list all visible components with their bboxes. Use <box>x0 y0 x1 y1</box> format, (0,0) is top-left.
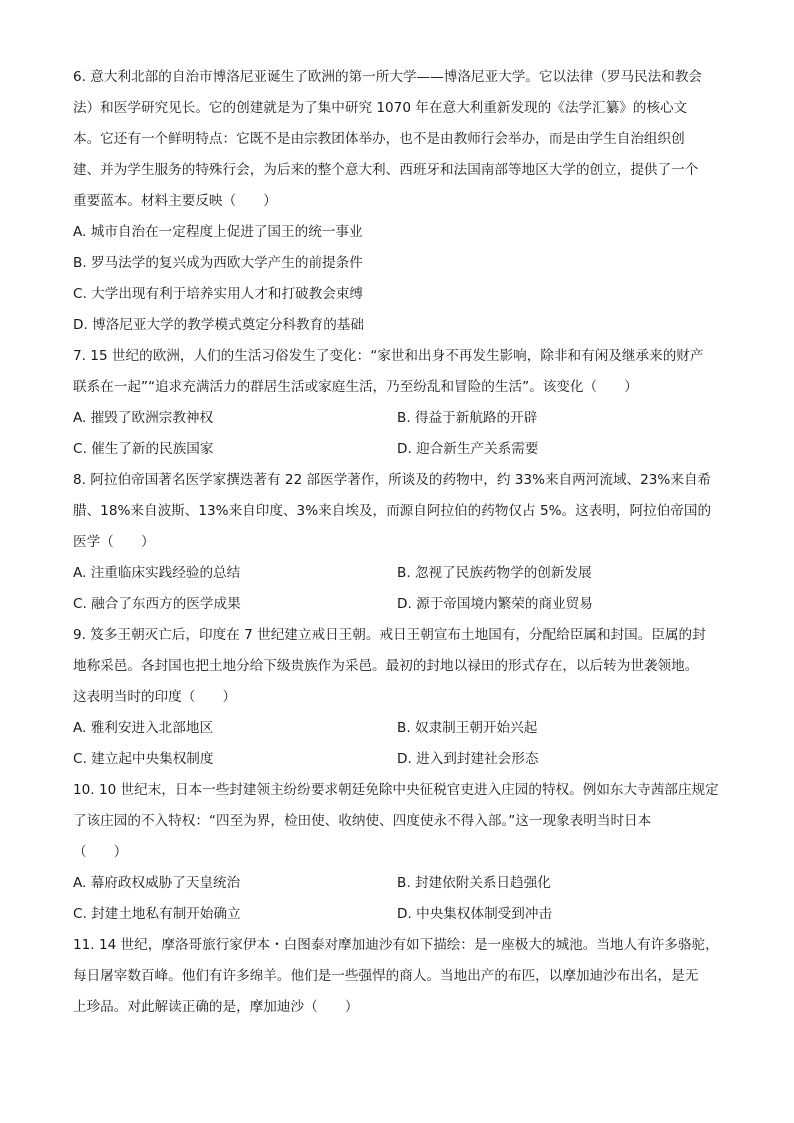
question-9-stem-line-2: 地称采邑。各封国也把土地分给下级贵族作为采邑。最初的封地以禄田的形式存在，以后转为世袭领地。 <box>73 658 699 674</box>
question-11-stem-line-3: 上珍品。对此解读正确的是，摩加迪沙（ ） <box>73 999 359 1015</box>
question-8-option-b: B. 忽视了民族药物学的创新发展 <box>397 565 592 581</box>
question-6-stem-line-3: 本。它还有一个鲜明特点：它既不是由宗教团体举办，也不是由教师行会举办，而是由学生自治组织创 <box>73 131 685 147</box>
question-6 <box>73 62 733 341</box>
question-10-option-d: D. 中央集权体制受到冲击 <box>397 906 553 922</box>
question-9-option-a: A. 雅利安进入北部地区 <box>73 720 214 736</box>
question-10 <box>73 775 733 930</box>
question-9-stem-line-3: 这表明当时的印度（ ） <box>73 689 237 705</box>
question-7-options-row-1 <box>73 403 733 434</box>
question-11 <box>73 930 733 1023</box>
question-9-option-c: C. 建立起中央集权制度 <box>73 751 214 767</box>
question-6-option-b: B. 罗马法学的复兴成为西欧大学产生的前提条件 <box>73 255 363 271</box>
question-8-stem-line-3: 医学（ ） <box>73 534 155 550</box>
question-8-option-d: D. 源于帝国境内繁荣的商业贸易 <box>397 596 593 612</box>
question-9-options-row-1 <box>73 713 733 744</box>
question-8-stem-line-2: 腊、18%来自波斯、13%来自印度、3%来自埃及，而源自阿拉伯的药物仅占 5%。这表明，阿拉伯帝国的 <box>73 503 712 519</box>
question-8-option-c: C. 融合了东西方的医学成果 <box>73 596 241 612</box>
exam-page <box>73 62 733 1023</box>
question-8-options-row-2 <box>73 589 733 620</box>
question-9-options-row-2 <box>73 744 733 775</box>
question-7 <box>73 341 733 465</box>
question-7-option-a: A. 摧毁了欧洲宗教神权 <box>73 410 214 426</box>
question-10-option-a: A. 幕府政权威胁了天皇统治 <box>73 875 241 891</box>
question-9-stem-line-1: 9. 笈多王朝灭亡后，印度在 7 世纪建立戒日王朝。戒日王朝宣布土地国有，分配给臣属和封国。臣属的封 <box>73 627 706 643</box>
question-8-stem-line-1: 8. 阿拉伯帝国著名医学家撰迭著有 22 部医学著作，所谈及的药物中，约 33%来自两河流域、23%来自希 <box>73 472 712 488</box>
question-7-options-row-2 <box>73 434 733 465</box>
question-9-option-d: D. 进入到封建社会形态 <box>397 751 539 767</box>
question-10-stem-line-1: 10. 10 世纪末，日本一些封建领主纷纷要求朝廷免除中央征税官吏进入庄园的特权。例如东大寺茜部庄规定 <box>73 782 719 798</box>
question-10-options-row-2 <box>73 899 733 930</box>
question-6-option-c: C. 大学出现有利于培养实用人才和打破教会束缚 <box>73 286 364 302</box>
question-10-option-b: B. 封建依附关系日趋强化 <box>397 875 551 891</box>
question-7-stem-line-1: 7. 15 世纪的欧洲，人们的生活习俗发生了变化：“家世和出身不再发生影响，除非和有闲及继承来的财产 <box>73 348 704 364</box>
question-11-stem-line-2: 每日屠宰数百峰。他们有许多绵羊。他们是一些强悍的商人。当地出产的布匹，以摩加迪沙布出名，是无 <box>73 968 699 984</box>
question-9-option-b: B. 奴隶制王朝开始兴起 <box>397 720 538 736</box>
question-8-options-row-1 <box>73 558 733 589</box>
question-6-option-a: A. 城市自治在一定程度上促进了国王的统一事业 <box>73 224 363 240</box>
question-11-stem-line-1: 11. 14 世纪，摩洛哥旅行家伊本・白图泰对摩加迪沙有如下描绘：是一座极大的城池。当地人有许多骆驼， <box>73 937 719 953</box>
question-10-stem-line-2: 了该庄园的不入特权：“四至为界，检田使、收纳使、四度使永不得入部。”这一现象表明当时日本 <box>73 813 652 829</box>
question-8-option-a: A. 注重临床实践经验的总结 <box>73 565 241 581</box>
question-10-option-c: C. 封建土地私有制开始确立 <box>73 906 241 922</box>
question-10-stem-line-3: （ ） <box>73 844 128 860</box>
question-8 <box>73 465 733 620</box>
question-9 <box>73 620 733 775</box>
question-7-option-d: D. 迎合新生产关系需要 <box>397 441 539 457</box>
question-7-stem-line-2: 联系在一起”“追求充满活力的群居生活或家庭生活，乃至纷乱和冒险的生活”。该变化（ ） <box>73 379 638 395</box>
question-6-option-d: D. 博洛尼亚大学的教学模式奠定分科教育的基础 <box>73 317 364 333</box>
question-7-option-c: C. 催生了新的民族国家 <box>73 441 214 457</box>
question-6-stem-line-1: 6. 意大利北部的自治市博洛尼亚诞生了欧洲的第一所大学——博洛尼亚大学。它以法律（罗马民法和教会 <box>73 69 703 85</box>
question-7-option-b: B. 得益于新航路的开辟 <box>397 410 538 426</box>
question-6-stem-line-4: 建、并为学生服务的特殊行会，为后来的整个意大利、西班牙和法国南部等地区大学的创立，提供了一个 <box>73 162 699 178</box>
question-10-options-row-1 <box>73 868 733 899</box>
question-6-stem-line-5: 重要蓝本。材料主要反映（ ） <box>73 193 277 209</box>
question-6-stem-line-2: 法）和医学研究见长。它的创建就是为了集中研究 1070 年在意大利重新发现的《法学汇纂》的核心文 <box>73 100 688 116</box>
